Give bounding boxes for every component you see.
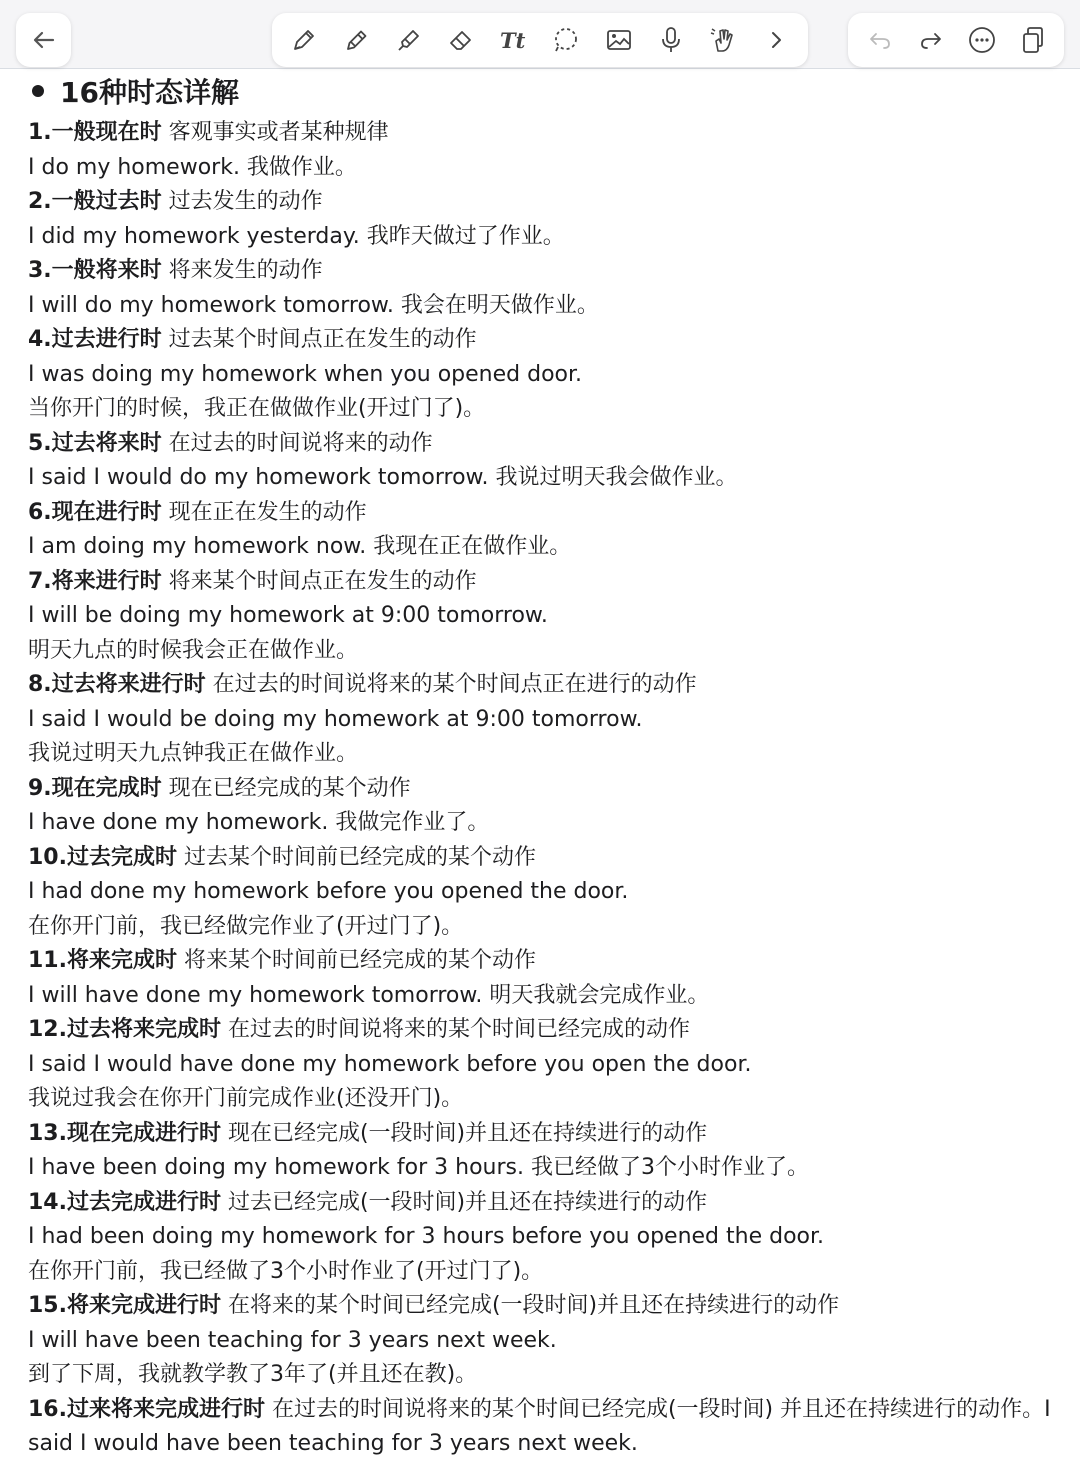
example-sentence: I will be doing my homework at 9:00 tomorrow. [28,603,548,628]
tense-title-line [28,427,1058,462]
example-sentence: I have done my homework. 我做完作业了。 [28,810,490,835]
tense-description: 在过去的时间说将来的某个时间点正在进行的动作 [205,672,697,697]
back-arrow-icon[interactable] [24,20,64,60]
example-sentence: I was doing my homework when you opened door. [28,361,583,387]
example-sentence: 在你开门前，我已经做了3个小时作业了(开过门了)。 [28,1258,544,1284]
tense-name: 3.一般将来时 [28,258,162,283]
tense-name: 7.将来进行时 [28,568,162,594]
chevron-right-icon[interactable] [756,20,796,60]
top-toolbar [0,0,1080,69]
tense-description: 过去已经完成(一段时间)并且还在持续进行的动作 [220,1189,708,1215]
tense-description: 在过去的时间说将来的某个时间已经完成(一段时间) 并且还在持续进行的动作。I said I would have been teaching for 3 years next week. [28,1396,1051,1456]
example-sentence: 我说过我会在你开门前完成作业(还没开门)。 [28,1086,464,1111]
tense-title-line [28,254,1058,289]
tense-description: 现在已经完成(一段时间)并且还在持续进行的动作 [220,1120,708,1146]
example-sentence: 到了下周，我就教学教了3年了(并且还在教)。 [28,1362,478,1387]
example-sentence: 在你开门前，我已经做完作业了(开过门了)。 [28,913,464,939]
tense-name: 8.过去将来进行时 [28,672,206,697]
tense-title-line [28,565,1058,600]
tense-title-line [28,1393,1058,1462]
action-palette [848,13,1064,67]
tense-title-line [28,772,1058,807]
heading-text: 16种时态详解 [60,76,239,109]
example-sentence: I had been doing my homework for 3 hours before you opened the door. [28,1224,825,1249]
undo-icon[interactable] [860,20,900,60]
tense-description: 客观事实或者某种规律 [161,120,389,145]
example-sentence: I have been doing my homework for 3 hours. 我已经做了3个小时作业了。 [28,1155,809,1180]
example-sentence: I am doing my homework now. 我现在正在做作业。 [28,534,572,559]
tense-title-line [28,323,1058,358]
tense-title-line [28,185,1058,220]
tense-name: 12.过去将来完成时 [28,1017,221,1042]
example-sentence: I said I would be doing my homework at 9:00 tomorrow. [28,706,643,732]
svg-text:Tt: Tt [499,28,526,53]
example-sentence: I did my homework yesterday. 我昨天做过了作业。 [28,223,565,249]
tense-description: 将来某个时间点正在发生的动作 [161,568,477,594]
tense-name: 6.现在进行时 [28,499,162,525]
highlighter-icon[interactable] [389,20,429,60]
tense-name: 1.一般现在时 [28,120,162,145]
tense-name: 4.过去进行时 [28,327,162,352]
hand-icon[interactable] [703,20,743,60]
tense-name: 5.过去将来时 [28,430,162,456]
note-heading [28,70,1058,112]
example-sentence: 明天九点的时候我会正在做作业。 [28,637,359,663]
ellipsis-icon[interactable] [962,20,1002,60]
tense-description: 现在已经完成的某个动作 [161,775,411,801]
example-sentence: I do my homework. 我做作业。 [28,154,357,180]
tense-description: 过去某个时间点正在发生的动作 [161,327,477,352]
tense-name: 11.将来完成时 [28,948,177,973]
tense-description: 现在正在发生的动作 [161,499,367,525]
pencil-icon[interactable] [337,20,377,60]
tense-description: 在过去的时间说将来的某个时间已经完成的动作 [220,1017,690,1042]
example-sentence: I will have done my homework tomorrow. 明天我就会完成作业。 [28,982,710,1008]
tense-description: 在过去的时间说将来的动作 [161,430,433,456]
tense-description: 将来某个时间前已经完成的某个动作 [176,948,536,973]
example-sentence: I had done my homework before you opened the door. [28,879,629,904]
tense-title-line [28,1013,1058,1048]
redo-icon[interactable] [911,20,951,60]
tense-name: 10.过去完成时 [28,844,177,870]
tense-description: 在将来的某个时间已经完成(一段时间)并且还在持续进行的动作 [220,1293,840,1318]
back-pill [16,13,71,67]
tense-title-line [28,944,1058,979]
microphone-icon[interactable] [651,20,691,60]
example-sentence: I will have been teaching for 3 years next week. [28,1327,557,1353]
example-sentence: 我说过明天九点钟我正在做作业。 [28,741,359,766]
tool-palette [272,13,808,67]
tense-title-line [28,668,1058,703]
tense-name: 9.现在完成时 [28,775,162,801]
pages-icon[interactable] [1013,20,1053,60]
tense-title-line [28,496,1058,531]
note-content[interactable] [28,70,1058,1462]
image-icon[interactable] [599,20,639,60]
tense-title-line [28,1186,1058,1221]
example-sentence: I said I would do my homework tomorrow. 我说过明天我会做作业。 [28,465,738,490]
example-sentence: I said I would have done my homework before you open the door. [28,1051,752,1077]
text-icon[interactable] [494,20,534,60]
bullet-icon [32,85,44,97]
eraser-icon[interactable] [441,20,481,60]
tense-name: 16.过来将来完成进行时 [28,1396,265,1422]
tense-description: 过去发生的动作 [161,189,323,214]
example-sentence: I will do my homework tomorrow. 我会在明天做作业。 [28,292,599,318]
tense-name: 13.现在完成进行时 [28,1120,221,1146]
tense-description: 过去某个时间前已经完成的某个动作 [176,844,536,870]
tense-list [28,116,1058,1462]
tense-description: 将来发生的动作 [161,258,323,283]
tense-title-line [28,841,1058,876]
tense-name: 14.过去完成进行时 [28,1189,221,1215]
example-sentence: 当你开门的时候，我正在做做作业(开过门了)。 [28,396,486,421]
tense-name: 2.一般过去时 [28,189,162,214]
tense-name: 15.将来完成进行时 [28,1293,221,1318]
lasso-icon[interactable] [546,20,586,60]
tense-title-line [28,1117,1058,1152]
pen-icon[interactable] [284,20,324,60]
tense-title-line [28,1289,1058,1324]
tense-title-line [28,116,1058,151]
